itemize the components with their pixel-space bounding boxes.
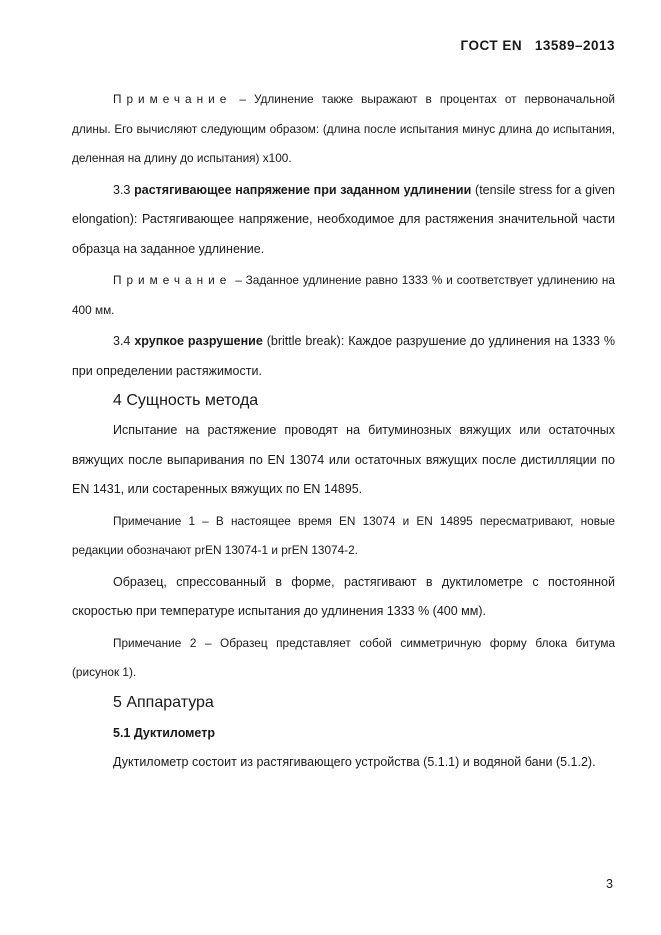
note-text: – Заданное удлинение равно 1333 % и соответствует удлинению на 400 мм. [72,273,615,317]
note-given-elongation [72,266,615,325]
definition-3-3 [72,176,615,265]
definition-term: растягивающее напряжение при заданном удлинении [134,182,472,197]
section-4-heading: 4 Сущность метода [113,392,259,409]
note-label: Примечание [113,273,232,287]
definition-number: 3.4 [113,334,135,348]
definition-text: (tensile stress for a given elongation): Растягивающее напряжение, необходимое для растяжения значительной части образца на заданное удлинение. [72,182,615,256]
note-text: – Удлинение также выражают в процентах от первоначальной длины. Его вычисляют следующим образом: (длина после испытания минус длина до испытания, деленная на длину до испытания) х100. [72,92,615,165]
section-5-heading: 5 Аппаратура [113,693,214,711]
definition-text: (brittle break): Каждое разрушение до удлинения на 1333 % при определении растяжимости. [72,334,615,378]
subsection-5-1-paragraph: Дуктилометр состоит из растягивающего устройства (5.1.1) и водяной бани (5.1.2). [113,754,596,769]
page-number: 3 [606,877,613,891]
page-content [72,85,615,777]
section-4-paragraph-1: Испытание на растяжение проводят на битуминозных вяжущих или остаточных вяжущих после выпаривания по EN 13074 или остаточных вяжущих после дистилляции по EN 1431, или состаренных вяжущих по EN 14895. [72,423,615,496]
section-4-note-1: Примечание 1 – В настоящее время EN 13074 и EN 14895 пересматривают, новые редакции обозначают prEN 13074-1 и prEN 13074-2. [72,513,615,557]
definition-term: хрупкое разрушение [134,334,263,348]
definition-3-4 [72,327,615,386]
note-label: Примечание [113,92,232,106]
subsection-5-1-heading: 5.1 Дуктилометр [113,725,215,740]
definition-number: 3.3 [113,182,135,197]
note-elongation [72,85,615,174]
section-4-paragraph-2: Образец, спрессованный в форме, растягивают в дуктилометре с постоянной скоростью при температуре испытания до удлинения 1333 % (400 мм). [72,574,615,618]
standard-code: ГОСТ EN [460,38,523,53]
section-4-note-2: Примечание 2 – Образец представляет собой симметричную форму блока битума (рисунок 1). [72,635,615,679]
standard-number: 13589–2013 [534,38,615,53]
page-header [461,38,616,53]
